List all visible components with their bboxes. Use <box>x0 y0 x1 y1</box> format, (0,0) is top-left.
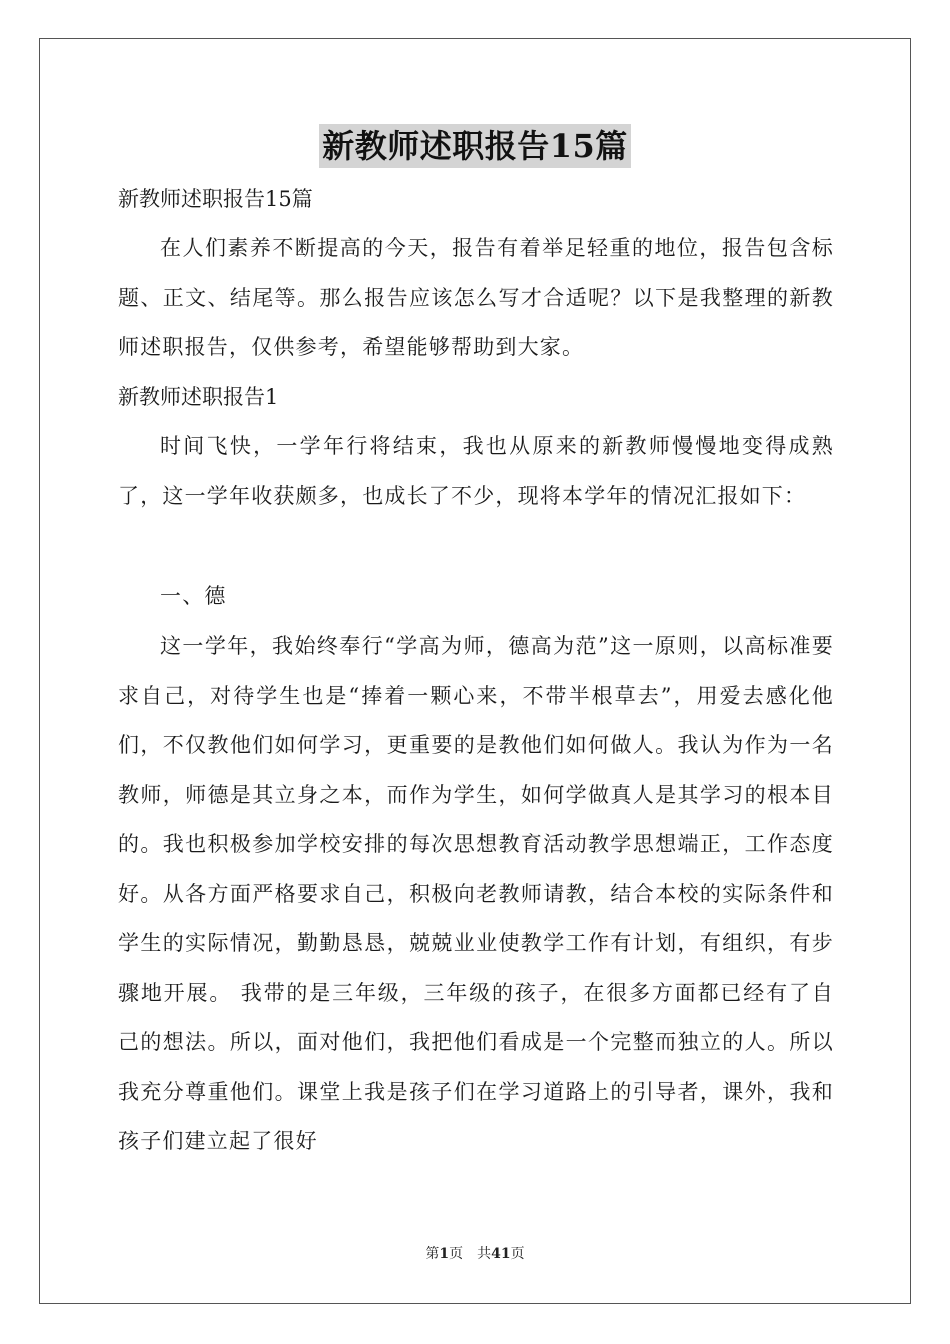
body-paragraph-1: 时间飞快，一学年行将结束，我也从原来的新教师慢慢地变得成熟了，这一学年收获颇多，也成长了不少，现将本学年的情况汇报如下： <box>118 434 834 508</box>
page-footer <box>0 1244 950 1264</box>
point-heading-de: 一、德 <box>160 584 227 608</box>
document-subtitle: 新教师述职报告15篇 <box>118 187 313 211</box>
title-container <box>0 124 950 168</box>
footer-suffix: 页 <box>510 1246 525 1262</box>
intro-paragraph: 在人们素养不断提高的今天，报告有着举足轻重的地位，报告包含标题、正文、结尾等。那么报告应该怎么写才合适呢？以下是我整理的新教师述职报告，仅供参考，希望能够帮助到大家。 <box>118 236 834 359</box>
footer-mid: 页 共 <box>449 1246 492 1262</box>
body-paragraph-2: 这一学年，我始终奉行“学高为师，德高为范”这一原则，以高标准要求自己，对待学生也是“捧着一颗心来，不带半根草去”，用爱去感化他们，不仅教他们如何学习，更重要的是教他们如何做人。我认为作为一名教师，师德是其立身之本，而作为学生，如何学做真人是其学习的根本目的。我也积极参加学校安排的每次思想教育活动教学思想端正，工作态度好。从各方面严格要求自己，积极向老教师请教，结合本校的实际条件和学生的实际情况，勤勤恳恳，兢兢业业使教学工作有计划，有组织，有步骤地开展。 我带的是三年级，三年级的孩子，在很多方面都已经有了自己的想法。所以，面对他们，我把他们看成是一个完整而独立的人。所以我充分尊重他们。课堂上我是孩子们在学习道路上的引导者，课外，我和孩子们建立起了很好 <box>118 634 834 1153</box>
footer-current-page: 1 <box>439 1246 450 1262</box>
document-title: 新教师述职报告15篇 <box>319 124 631 168</box>
footer-prefix: 第 <box>425 1246 440 1262</box>
section-heading: 新教师述职报告1 <box>118 385 279 409</box>
footer-total-pages: 41 <box>491 1246 511 1262</box>
